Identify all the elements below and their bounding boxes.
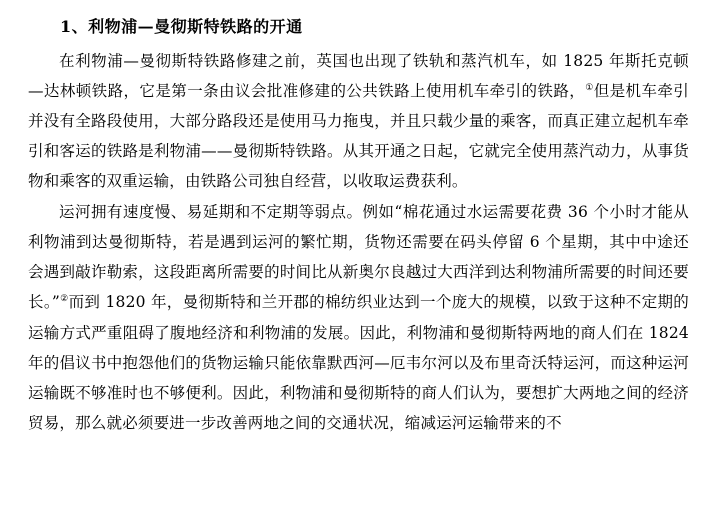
section-heading: 1、利物浦—曼彻斯特铁路的开通: [60, 17, 303, 36]
footnote-marker: ②: [60, 294, 69, 305]
footnote-marker: ①: [585, 82, 594, 93]
body-paragraph-1: 在利物浦—曼彻斯特铁路修建之前，英国也出现了铁轨和蒸汽机车，如 1825 年斯托克顿—达林顿铁路，它是第一条由议会批准修建的公共铁路上使用机车牵引的铁路，①但是机车牵引并没有全路段使用，大部分路段还是使用马力拖曳，并且只载少量的乘客，而真正建立起机车牵引和客运的铁路是利物浦——曼彻斯特铁路。从其开通之日起，它就完全使用蒸汽动力，从事货物和乘客的双重运输，由铁路公司独自经营，以收取运费获利。: [28, 51, 689, 191]
body-paragraph-2: 运河拥有速度慢、易延期和不定期等弱点。例如“棉花通过水运需要花费 36 个小时才能从利物浦到达曼彻斯特，若是遇到运河的繁忙期，货物还需要在码头停留 6 个星期，其中中途还会遇到敲诈勒索，这段距离所需要的时间比从新奥尔良越过大西洋到达利物浦所需要的时间还要长。”②而到 1820 年，曼彻斯特和兰开郡的棉纺织业达到一个庞大的规模，以致于这种不定期的运输方式严重阻碍了腹地经济和利物浦的发展。因此，利物浦和曼彻斯特两地的商人们在 1824 年的倡议书中抱怨他们的货物运输只能依靠默西河—厄韦尔河以及布里奇沃特运河，而这种运河运输既不够准时也不够便利。因此，利物浦和曼彻斯特的商人们认为，要想扩大两地之间的经济贸易，那么就必须要进一步改善两地之间的交通状况，缩减运河运输带来的不: [28, 202, 689, 433]
